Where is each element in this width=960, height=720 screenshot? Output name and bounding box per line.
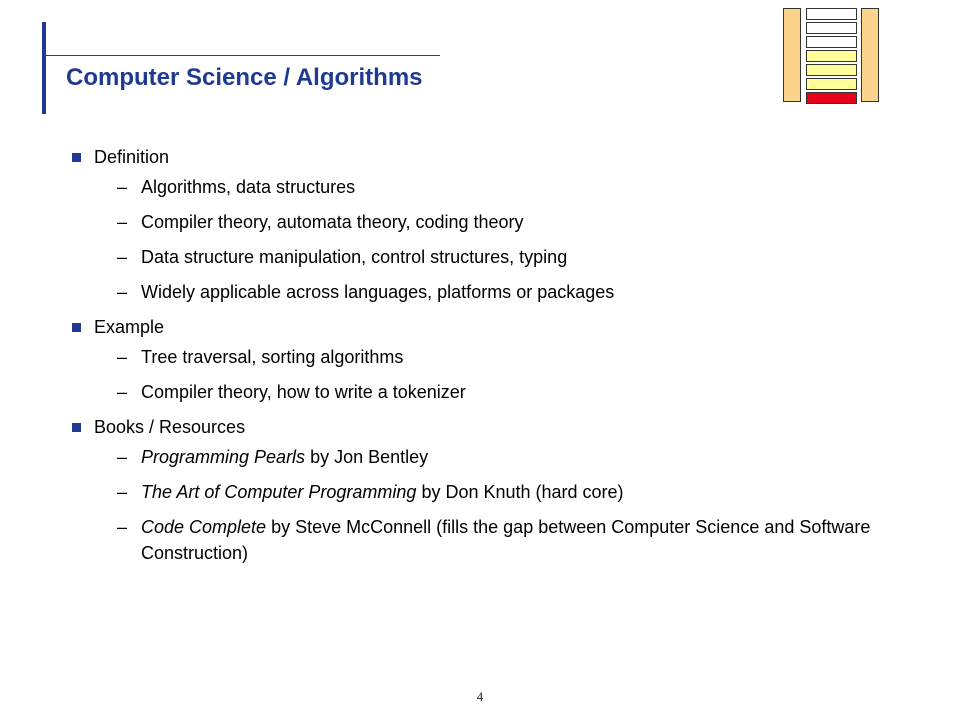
- stack-cell-white: [806, 36, 857, 48]
- bullet-item: [72, 414, 892, 444]
- stack-cell-yellow: [806, 78, 857, 90]
- bullet-heading: Books / Resources: [94, 417, 246, 437]
- slide-content: [72, 144, 892, 575]
- book-title: Code Complete: [141, 517, 267, 537]
- stack-cells: [806, 8, 857, 106]
- page-number: 4: [476, 689, 484, 704]
- section: [72, 314, 892, 405]
- sub-item-text: [141, 444, 428, 470]
- sub-item: [72, 244, 892, 270]
- sub-item: [72, 479, 892, 505]
- bullet-heading: Example: [94, 317, 165, 337]
- sub-item-text: [141, 379, 466, 405]
- dash-bullet-icon: –: [117, 447, 128, 467]
- sub-item: [72, 379, 892, 405]
- sub-item-body: Compiler theory, automata theory, coding theory: [141, 212, 524, 232]
- stack-right-pillar: [861, 8, 879, 102]
- sub-item-text: [141, 479, 624, 505]
- sub-item-body: by Jon Bentley: [305, 447, 429, 467]
- title-rule: [46, 55, 440, 56]
- dash-bullet-icon: –: [117, 347, 128, 367]
- bullet-heading: Definition: [94, 147, 170, 167]
- stack-cell-yellow: [806, 50, 857, 62]
- bullet-item: [72, 314, 892, 344]
- sub-list: [72, 444, 892, 566]
- dash-bullet-icon: –: [117, 247, 128, 267]
- title-accent-bar: [42, 22, 46, 114]
- sub-item: [72, 344, 892, 370]
- sub-item-body: Widely applicable across languages, platforms or packages: [141, 282, 615, 302]
- sub-item-text: [141, 174, 355, 200]
- stack-cell-white: [806, 22, 857, 34]
- slide-title: Computer Science / Algorithms: [66, 64, 423, 91]
- section: [72, 414, 892, 566]
- sub-item-body: Compiler theory, how to write a tokenizer: [141, 382, 466, 402]
- sub-item-body: by Don Knuth (hard core): [416, 482, 624, 502]
- sub-item-text: [141, 209, 524, 235]
- square-bullet-icon: [72, 153, 81, 162]
- sub-list: [72, 344, 892, 405]
- book-title: Programming Pearls: [141, 447, 306, 467]
- sub-item-text: [141, 344, 403, 370]
- bullet-item: [72, 144, 892, 174]
- book-title: The Art of Computer Programming: [141, 482, 417, 502]
- dash-bullet-icon: –: [117, 212, 128, 232]
- sub-item: [72, 514, 892, 566]
- sub-item-text: [141, 279, 614, 305]
- sub-item-text: [141, 244, 567, 270]
- dash-bullet-icon: –: [117, 282, 128, 302]
- sub-item: [72, 174, 892, 200]
- sub-item-body: Algorithms, data structures: [141, 177, 356, 197]
- sub-list: [72, 174, 892, 305]
- sub-item: [72, 209, 892, 235]
- sub-item: [72, 279, 892, 305]
- square-bullet-icon: [72, 423, 81, 432]
- section: [72, 144, 892, 305]
- dash-bullet-icon: –: [117, 482, 128, 502]
- dash-bullet-icon: –: [117, 382, 128, 402]
- stack-cell-white: [806, 8, 857, 20]
- stack-graphic: [783, 8, 881, 103]
- dash-bullet-icon: –: [117, 177, 128, 197]
- stack-cell-yellow: [806, 64, 857, 76]
- sub-item: [72, 444, 892, 470]
- sub-item-body: Tree traversal, sorting algorithms: [141, 347, 404, 367]
- dash-bullet-icon: –: [117, 517, 128, 537]
- sub-item-body: by Steve McConnell (fills the gap between Computer Science and Software Construction): [141, 517, 871, 563]
- sub-item-body: Data structure manipulation, control structures, typing: [141, 247, 568, 267]
- sub-item-text: [141, 514, 892, 566]
- stack-left-pillar: [783, 8, 801, 102]
- square-bullet-icon: [72, 323, 81, 332]
- stack-cell-red: [806, 92, 857, 104]
